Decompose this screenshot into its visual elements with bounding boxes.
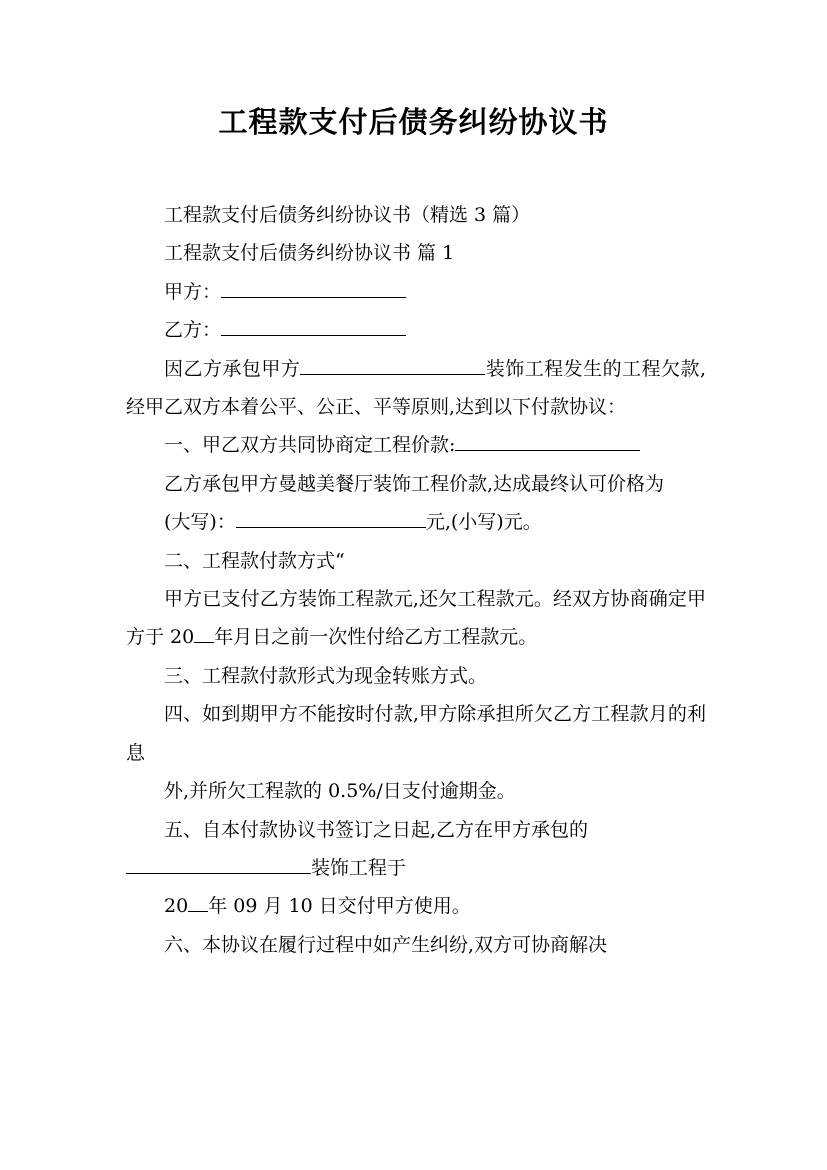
clause-5-continued bbox=[126, 849, 706, 887]
party-a-line bbox=[126, 273, 706, 311]
clause-2-detail-part1: 甲方已支付乙方装饰工程款元,还欠工程款元。经双方协商确定甲方于 20 bbox=[126, 588, 706, 649]
subtitle bbox=[126, 196, 706, 234]
party-b-line bbox=[126, 311, 706, 349]
price-blank bbox=[455, 431, 640, 452]
clause-2-text: 二、工程款付款方式“ bbox=[164, 549, 345, 572]
clause-1-detail-text: 乙方承包甲方曼越美餐厅装饰工程价款,达成最终认可价格为 bbox=[164, 472, 665, 495]
clause-1 bbox=[126, 426, 706, 464]
clause-6-text: 六、本协议在履行过程中如产生纠纷,双方可协商解决 bbox=[164, 933, 608, 956]
amount-rest: 元,(小写)元。 bbox=[425, 511, 542, 534]
intro-part2: 装饰工程发生的工程欠款,经甲乙双方本着公平、公正、平等原则,达到以下付款协议： bbox=[126, 357, 706, 419]
clause-2 bbox=[126, 542, 706, 580]
clause-2-detail bbox=[126, 580, 706, 657]
party-a-blank bbox=[221, 277, 406, 298]
clause-5-cont-text: 装饰工程于 bbox=[311, 856, 407, 879]
intro-part1: 因乙方承包甲方 bbox=[164, 357, 301, 380]
clause-5-project-blank bbox=[126, 853, 311, 874]
clause-5-text: 五、自本付款协议书签订之日起,乙方在甲方承包的 bbox=[164, 818, 589, 841]
party-b-blank bbox=[221, 315, 406, 336]
clause-4-text: 四、如到期甲方不能按时付款,甲方除承担所欠乙方工程款月的利息 bbox=[126, 703, 706, 764]
clause-3-text: 三、工程款付款形式为现金转账方式。 bbox=[164, 664, 488, 687]
party-b-label: 乙方： bbox=[164, 319, 222, 342]
clause-4-continued bbox=[126, 772, 706, 810]
subtitle-text: 工程款支付后债务纠纷协议书（精选 3 篇） bbox=[164, 204, 531, 226]
year-blank bbox=[194, 623, 214, 644]
clause-4 bbox=[126, 695, 706, 772]
clause-5-date-part2: 年 09 月 10 日交付甲方使用。 bbox=[208, 895, 471, 918]
clause-1-label: 一、甲乙双方共同协商定工程价款: bbox=[164, 434, 456, 457]
document-body bbox=[126, 196, 706, 964]
section-heading-text: 工程款支付后债务纠纷协议书 篇 1 bbox=[164, 242, 455, 265]
document-title: 工程款支付后债务纠纷协议书 bbox=[218, 105, 609, 139]
intro-paragraph bbox=[126, 350, 706, 427]
amount-upper-blank bbox=[236, 507, 426, 528]
clause-5 bbox=[126, 811, 706, 849]
clause-5-date bbox=[126, 887, 706, 925]
clause-5-date-part1: 20 bbox=[164, 895, 189, 918]
clause-4-cont-text: 外,并所欠工程款的 0.5%/日支付逾期金。 bbox=[164, 780, 516, 803]
clause-1-detail bbox=[126, 465, 706, 503]
clause-6 bbox=[126, 926, 706, 964]
amount-line bbox=[126, 503, 706, 541]
project-name-blank bbox=[300, 354, 485, 375]
clause-2-detail-part2: 年月日之前一次性付给乙方工程款元。 bbox=[214, 626, 538, 649]
section-heading bbox=[126, 234, 706, 272]
amount-upper-label: (大写)： bbox=[164, 511, 236, 534]
clause-3 bbox=[126, 657, 706, 695]
party-a-label: 甲方： bbox=[164, 280, 222, 303]
clause-5-year-blank bbox=[188, 891, 208, 912]
